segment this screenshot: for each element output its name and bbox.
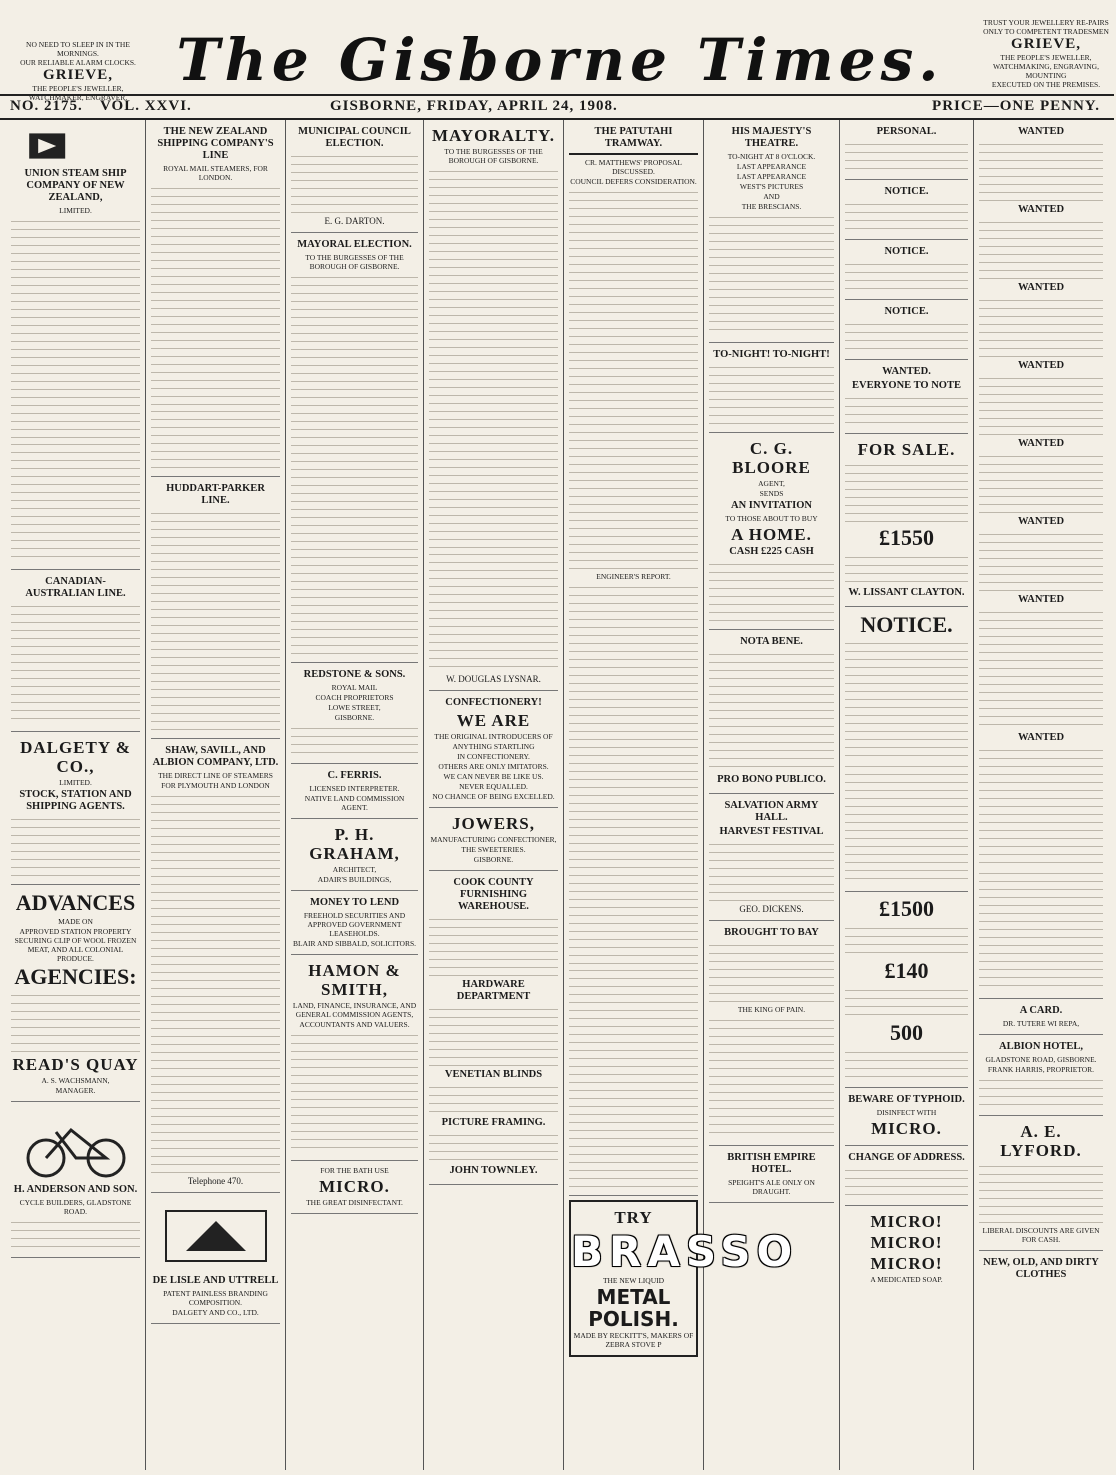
text-block — [429, 551, 558, 671]
right-ear-advert — [976, 18, 1116, 89]
text-block — [979, 375, 1103, 435]
signature: W. DOUGLAS LYSNAR. — [446, 674, 541, 684]
ad-heading: FOR SALE. — [857, 440, 956, 459]
ad-subheading: TO THE BURGESSES OF THE BOROUGH OF GISBORNE. — [305, 253, 404, 271]
right-ear-name: GRIEVE, — [1011, 36, 1081, 52]
text-block — [429, 916, 558, 976]
ad-heading: WANTED — [1017, 360, 1065, 371]
ad-subheading: ROYAL MAIL — [331, 683, 378, 692]
flag-icon — [16, 128, 136, 164]
brasso-logo: BRASSO — [571, 1227, 799, 1276]
text-block — [845, 640, 968, 760]
ad-heading: A CARD. — [1019, 1005, 1063, 1016]
notice-ad-1 — [845, 180, 968, 240]
bloore-ad — [709, 433, 834, 630]
right-ear-line: MOUNTING — [1025, 71, 1067, 80]
ad-heading: MICRO! — [870, 1254, 943, 1273]
right-ear-line: WATCHMAKING, ENGRAVING, — [993, 62, 1099, 71]
ad-heading: COOK COUNTY FURNISHING WAREHOUSE. — [453, 877, 534, 912]
ad-subheading: THE ORIGINAL INTRODUCERS OF — [434, 732, 553, 741]
ad-heading: WANTED — [1017, 438, 1065, 449]
ad-subheading: LAND, FINANCE, INSURANCE, AND GENERAL COMMISSION AGENTS, — [292, 1001, 417, 1019]
ad-subheading: THE SWEETERIES. — [461, 845, 526, 854]
ad-heading: NEW, OLD, AND DIRTY CLOTHES — [983, 1257, 1099, 1280]
graham-ad — [291, 819, 418, 891]
signature: E. G. DARTON. — [324, 216, 385, 226]
ad-subheading: DR. TUTERE WI REPA, — [1002, 1019, 1080, 1028]
ad-heading: WANTED — [1017, 282, 1065, 293]
wanted-ad — [845, 360, 968, 434]
advances-ad — [11, 885, 140, 1102]
text-block — [709, 214, 834, 334]
text-block — [845, 987, 968, 1017]
ad-heading: H. ANDERSON AND SON. — [13, 1184, 138, 1195]
text-block — [845, 261, 968, 291]
text-block — [429, 1084, 558, 1114]
ad-subheading: NO CHANCE OF BEING EXCELLED. — [432, 792, 555, 801]
ad-subheading: NEVER EQUALLED. — [459, 782, 528, 791]
ad-subheading: BLAIR AND SIBBALD, SOLICITORS. — [293, 939, 416, 948]
nota-bene-ad — [709, 630, 834, 794]
columns — [6, 120, 1108, 1470]
left-ear-line: NO NEED TO SLEEP IN IN THE MORNINGS. — [26, 40, 130, 58]
notice-ad-3 — [845, 300, 968, 360]
ad-subheading: ROYAL MAIL STEAMERS, FOR LONDON. — [163, 164, 268, 182]
nz-shipping-ad — [151, 120, 280, 477]
left-ear-line: THE PEOPLE'S JEWELLER, WATCHMAKER, ENGRAVER. — [28, 84, 128, 102]
mayoral-election-ad — [291, 233, 418, 663]
ad-heading: DE LISLE AND UTTRELL — [152, 1275, 279, 1286]
address-ad — [845, 1146, 968, 1206]
micro-soap-ad — [845, 1206, 968, 1290]
ad-subheading: ARCHITECT, — [332, 865, 377, 874]
text-block — [291, 725, 418, 755]
text-block — [979, 453, 1103, 513]
ad-heading: REDSTONE & SONS. — [303, 669, 406, 680]
ad-heading: ALBION HOTEL, — [998, 1041, 1084, 1052]
ad-subheading: THE BRESCIANS. — [741, 202, 802, 211]
sale-price: £140 — [884, 958, 929, 983]
ad-heading: PERSONAL. — [876, 126, 937, 137]
ad-heading: CANADIAN-AUSTRALIAN LINE. — [25, 576, 126, 599]
ad-subheading: ACCOUNTANTS AND VALUERS. — [299, 1020, 410, 1029]
micro-bath-ad — [291, 1161, 418, 1214]
typhoid-ad — [845, 1088, 968, 1146]
jowers-ad — [429, 808, 558, 871]
text-block — [979, 219, 1103, 279]
ad-subheading: APPROVED STATION PROPERTY SECURING CLIP OF WOOL FROZEN MEAT, AND ALL COLONIAL PRODUCE. — [14, 927, 137, 963]
ad-heading: C. FERRIS. — [327, 770, 382, 781]
ad-heading: WANTED — [1017, 126, 1065, 137]
canadian-ad — [11, 570, 140, 732]
text-block — [845, 763, 968, 883]
text-block — [845, 925, 968, 955]
text-block — [979, 531, 1103, 591]
ad-subheading: TO THOSE ABOUT TO BUY — [725, 514, 818, 523]
text-block — [845, 321, 968, 351]
ad-heading: P. H. GRAHAM, — [309, 825, 400, 863]
ad-heading: BEWARE OF TYPHOID. — [848, 1094, 965, 1105]
text-block — [569, 584, 698, 964]
right-ear-line: TRUST YOUR JEWELLERY RE-PAIRS ONLY TO COMPETENT TRADESMEN — [983, 18, 1109, 36]
ad-subheading: IN CONFECTIONERY. — [457, 752, 530, 761]
ad-subheading: PATENT PAINLESS BRANDING COMPOSITION. — [163, 1289, 268, 1307]
place-date: GISBORNE, FRIDAY, APRIL 24, 1908. — [330, 98, 618, 114]
hamon-ad — [291, 955, 418, 1161]
confectionery-ad — [429, 691, 558, 808]
telephone: Telephone 470. — [187, 1176, 244, 1186]
ad-subheading: DISINFECT WITH — [876, 1108, 937, 1117]
ad-subheading: NATIVE LAND COMMISSION AGENT. — [304, 794, 405, 812]
text-block — [979, 141, 1103, 201]
salvation-ad — [709, 794, 834, 921]
ad-heading: PICTURE FRAMING. — [441, 1117, 546, 1128]
text-block — [979, 870, 1103, 990]
column-1 — [6, 120, 146, 1470]
ad-heading: CONFECTIONERY! — [445, 697, 542, 708]
text-block — [11, 816, 140, 876]
text-block — [979, 747, 1103, 867]
huddart-ad — [151, 477, 280, 739]
ad-heading: BROUGHT TO BAY — [724, 927, 819, 938]
dateline-bar — [0, 94, 1114, 120]
ad-heading: MUNICIPAL COUNCIL ELECTION. — [298, 126, 411, 149]
ad-heading: A HOME. — [731, 525, 812, 544]
ferris-ad — [291, 764, 418, 819]
union-steam-ad — [11, 120, 140, 570]
text-block — [11, 1219, 140, 1249]
ad-heading: WANTED — [1017, 732, 1065, 743]
article-heading: THE PATUTAHI TRAMWAY. — [594, 126, 673, 149]
ad-subheading: AND — [763, 192, 780, 201]
text-block — [291, 274, 418, 654]
text-block — [11, 992, 140, 1052]
notice-big-ad — [845, 607, 968, 892]
ad-subheading: COACH PROPRIETORS — [315, 693, 394, 702]
ad-heading: STOCK, STATION AND SHIPPING AGENTS. — [19, 789, 132, 812]
text-block — [151, 793, 280, 1173]
for-sale-ad — [845, 434, 968, 607]
text-block — [845, 141, 968, 171]
text-block — [709, 364, 834, 424]
left-ear-advert — [8, 40, 148, 102]
ad-heading: BRITISH EMPIRE HOTEL. — [727, 1152, 816, 1175]
mayoralty-article — [429, 120, 558, 691]
ad-subheading: THE GREAT DISINFECTANT. — [306, 1198, 403, 1207]
ad-heading: C. G. BLOORE — [732, 439, 811, 477]
price: PRICE—ONE PENNY. — [932, 98, 1100, 114]
text-block — [979, 297, 1103, 357]
signature: GEO. DICKENS. — [739, 904, 804, 914]
ad-heading: WANTED. — [882, 366, 931, 377]
ad-subheading: LIMITED. — [59, 778, 92, 787]
text-block — [709, 942, 834, 1002]
text-block — [151, 408, 280, 468]
cook-county-ad — [429, 871, 558, 1185]
ad-heading: CHANGE OF ADDRESS. — [848, 1152, 965, 1163]
ad-heading: EVERYONE TO NOTE — [852, 380, 961, 391]
brought-to-bay-ad — [709, 921, 834, 1146]
personal-ad — [845, 120, 968, 180]
ad-heading: NOTA BENE. — [740, 636, 803, 647]
ad-subheading: AGENT, — [758, 479, 785, 488]
ad-heading: MICRO! — [870, 1212, 943, 1231]
issue-number: NO. 2175. — [10, 98, 83, 114]
ad-heading: AGENCIES: — [14, 964, 137, 989]
text-block — [11, 441, 140, 561]
ad-heading: THE NEW ZEALAND SHIPPING COMPANY'S LINE — [157, 126, 274, 161]
ad-heading: SHAW, SAVILL, AND ALBION COMPANY, LTD. — [152, 745, 279, 768]
text-block — [429, 1132, 558, 1162]
text-block — [429, 168, 558, 548]
land-sale-ads — [845, 892, 968, 1088]
money-ad — [291, 891, 418, 955]
ad-heading: ADVANCES — [15, 890, 136, 915]
ad-heading: MICRO! — [870, 1233, 943, 1252]
ad-heading: NOTICE. — [860, 612, 953, 637]
ad-subheading: THE NEW LIQUID — [602, 1276, 665, 1285]
ad-subheading: A. S. WACHSMANN, — [41, 1076, 110, 1085]
text-block — [11, 218, 140, 438]
dalgety-ad — [11, 732, 140, 885]
ad-subheading: FREEHOLD SECURITIES AND APPROVED GOVERNMENT LEASEHOLDS. — [303, 911, 406, 938]
column-2 — [146, 120, 286, 1470]
ad-subheading: A MEDICATED SOAP. — [870, 1275, 943, 1284]
article-subheading: ENGINEER'S REPORT. — [596, 572, 671, 581]
theatre-ad — [709, 120, 834, 343]
ad-heading: HAMON & SMITH, — [308, 961, 401, 999]
ad-subheading: MANUFACTURING CONFECTIONER, — [430, 835, 557, 844]
text-block — [979, 1163, 1103, 1223]
delisle-ad — [151, 1193, 280, 1324]
ad-heading: TRY — [614, 1208, 653, 1227]
article-subheading: TO THE BURGESSES OF THE BOROUGH OF GISBORNE. — [444, 147, 543, 165]
left-ear-line: OUR RELIABLE ALARM CLOCKS. — [20, 58, 136, 67]
article-subheading: COUNCIL DEFERS CONSIDERATION. — [570, 177, 697, 186]
text-block — [845, 395, 968, 425]
ad-heading: WE ARE — [456, 711, 531, 730]
ad-heading: MONEY TO LEND — [309, 897, 400, 908]
text-block — [291, 153, 418, 213]
text-block — [709, 561, 834, 621]
masthead — [0, 0, 1114, 102]
text-block — [845, 1167, 968, 1197]
ad-subheading: LIMITED. — [59, 206, 92, 215]
ad-heading: SALVATION ARMY HALL. — [724, 800, 819, 823]
ad-subheading: ADAIR'S BUILDINGS, — [317, 875, 392, 884]
text-block — [151, 185, 280, 405]
ad-subheading: LICENSED INTERPRETER. — [309, 784, 400, 793]
ad-subheading: MADE ON — [58, 917, 93, 926]
text-block — [11, 603, 140, 723]
municipal-ad — [291, 120, 418, 233]
ad-subheading: GISBORNE. — [334, 713, 375, 722]
ad-heading: JOWERS, — [451, 814, 536, 833]
albion-ad — [979, 1035, 1103, 1116]
ad-subheading: WEST'S PICTURES — [739, 182, 804, 191]
ad-subheading: DALGETY AND CO., LTD. — [172, 1308, 259, 1317]
divider — [569, 153, 698, 155]
notice-ad-2 — [845, 240, 968, 300]
text-block — [151, 510, 280, 730]
ad-subheading: ANYTHING STARTLING — [452, 742, 535, 751]
ad-heading: WANTED — [1017, 204, 1065, 215]
text-block — [709, 841, 834, 901]
ad-subheading: FOR PLYMOUTH AND LONDON — [161, 781, 270, 790]
ad-subheading: MANAGER. — [55, 1086, 96, 1095]
ad-heading: MAYORAL ELECTION. — [297, 239, 412, 250]
ad-subheading: TO-NIGHT AT 8 O'CLOCK. — [727, 152, 816, 161]
ad-subheading: OTHERS ARE ONLY IMITATORS. — [438, 762, 549, 771]
ad-heading: PRO BONO PUBLICO. — [717, 774, 826, 785]
ad-subheading: FOR THE BATH USE — [320, 1166, 389, 1175]
ad-heading: DALGETY & CO., — [20, 738, 131, 776]
ad-subheading: LAST APPEARANCE — [736, 172, 807, 181]
text-block — [569, 189, 698, 569]
lyford-ad — [979, 1116, 1103, 1251]
text-block — [709, 651, 834, 771]
text-block — [569, 967, 698, 1187]
text-block — [291, 1032, 418, 1152]
column-4 — [424, 120, 564, 1470]
ad-heading: JOHN TOWNLEY. — [449, 1165, 538, 1176]
ad-subheading: MADE BY RECKITT'S, MAKERS OF ZEBRA STOVE P — [573, 1331, 694, 1349]
sale-price: 500 — [890, 1020, 923, 1045]
text-block — [979, 1077, 1103, 1107]
ad-heading: WANTED — [1017, 516, 1065, 527]
column-6 — [704, 120, 840, 1470]
column-8 — [974, 120, 1108, 1470]
ad-subheading: SENDS — [759, 489, 784, 498]
ad-heading: HARVEST FESTIVAL — [719, 826, 824, 837]
article-subheading: CR. MATTHEWS' PROPOSAL DISCUSSED. — [585, 158, 682, 176]
tramway-article — [569, 120, 698, 1196]
ad-subheading: WE CAN NEVER BE LIKE US. — [443, 772, 544, 781]
ad-subheading: CYCLE BUILDERS, GLADSTONE ROAD. — [19, 1198, 132, 1216]
ad-heading: METAL POLISH. — [588, 1285, 679, 1331]
ad-subheading: LAST APPEARANCE — [736, 162, 807, 171]
ad-heading: MICRO. — [319, 1177, 390, 1196]
ad-heading: HUDDART-PARKER LINE. — [166, 483, 265, 506]
ad-heading: NOTICE. — [884, 306, 929, 317]
ad-heading: READ'S QUAY — [12, 1055, 139, 1074]
ad-subheading: THE KING OF PAIN. — [737, 1005, 806, 1014]
text-block — [845, 554, 968, 584]
ad-subheading: FRANK HARRIS, PROPRIETOR. — [987, 1065, 1095, 1074]
text-block — [845, 201, 968, 231]
ad-subheading: SPEIGHT'S ALE ONLY ON DRAUGHT. — [728, 1178, 815, 1196]
ad-subheading: LIBERAL DISCOUNTS ARE GIVEN FOR CASH. — [982, 1226, 1100, 1244]
sale-price: £1500 — [879, 896, 934, 921]
ad-heading: MICRO. — [871, 1119, 942, 1138]
redstone-ad — [291, 663, 418, 764]
ad-heading: VENETIAN BLINDS — [444, 1069, 543, 1080]
text-block — [979, 609, 1103, 729]
text-block — [709, 1017, 834, 1137]
wanted-ads — [979, 120, 1103, 999]
volume-number: VOL. XXVI. — [100, 98, 192, 114]
shaw-savill-ad — [151, 739, 280, 1193]
anderson-ad — [11, 1102, 140, 1258]
ad-heading: NOTICE. — [884, 186, 929, 197]
trade-mark-icon — [156, 1201, 276, 1271]
column-3 — [286, 120, 424, 1470]
ad-heading: HIS MAJESTY'S THEATRE. — [731, 126, 812, 149]
sale-price: £1550 — [879, 525, 934, 550]
ad-heading: A. E. LYFORD. — [1000, 1122, 1082, 1160]
ad-subheading: LOWE STREET, — [328, 703, 381, 712]
column-7 — [840, 120, 974, 1470]
ad-heading: WANTED — [1017, 594, 1065, 605]
left-ear-name: GRIEVE, — [43, 67, 113, 83]
article-heading: MAYORALTY. — [432, 126, 555, 145]
ad-subheading: GISBORNE. — [473, 855, 514, 864]
ad-heading: HARDWARE DEPARTMENT — [456, 979, 531, 1002]
brasso-ad — [569, 1200, 799, 1357]
text-block — [429, 1006, 558, 1066]
right-ear-line: EXECUTED ON THE PREMISES. — [991, 80, 1101, 89]
ad-heading: TO-NIGHT! TO-NIGHT! — [713, 349, 830, 360]
ad-subheading: THE DIRECT LINE OF STEAMERS — [158, 771, 273, 780]
text-block — [845, 462, 968, 522]
british-empire-ad — [709, 1146, 834, 1203]
agent-name: W. LISSANT CLAYTON. — [848, 587, 965, 598]
bicycle-icon — [16, 1110, 136, 1180]
card-ad — [979, 999, 1103, 1035]
clothes-ad — [979, 1251, 1103, 1288]
newspaper-title: The Gisborne Times. — [176, 26, 944, 94]
tonight-ad — [709, 343, 834, 433]
ad-heading: CASH £225 CASH — [729, 546, 814, 557]
ad-heading: AN INVITATION — [731, 500, 812, 511]
right-ear-line: THE PEOPLE'S JEWELLER, — [1000, 53, 1092, 62]
ad-heading: NOTICE. — [884, 246, 929, 257]
ad-heading: UNION STEAM SHIP COMPANY OF NEW ZEALAND, — [24, 168, 127, 203]
ad-subheading: GLADSTONE ROAD, GISBORNE. — [985, 1055, 1097, 1064]
text-block — [845, 1049, 968, 1079]
